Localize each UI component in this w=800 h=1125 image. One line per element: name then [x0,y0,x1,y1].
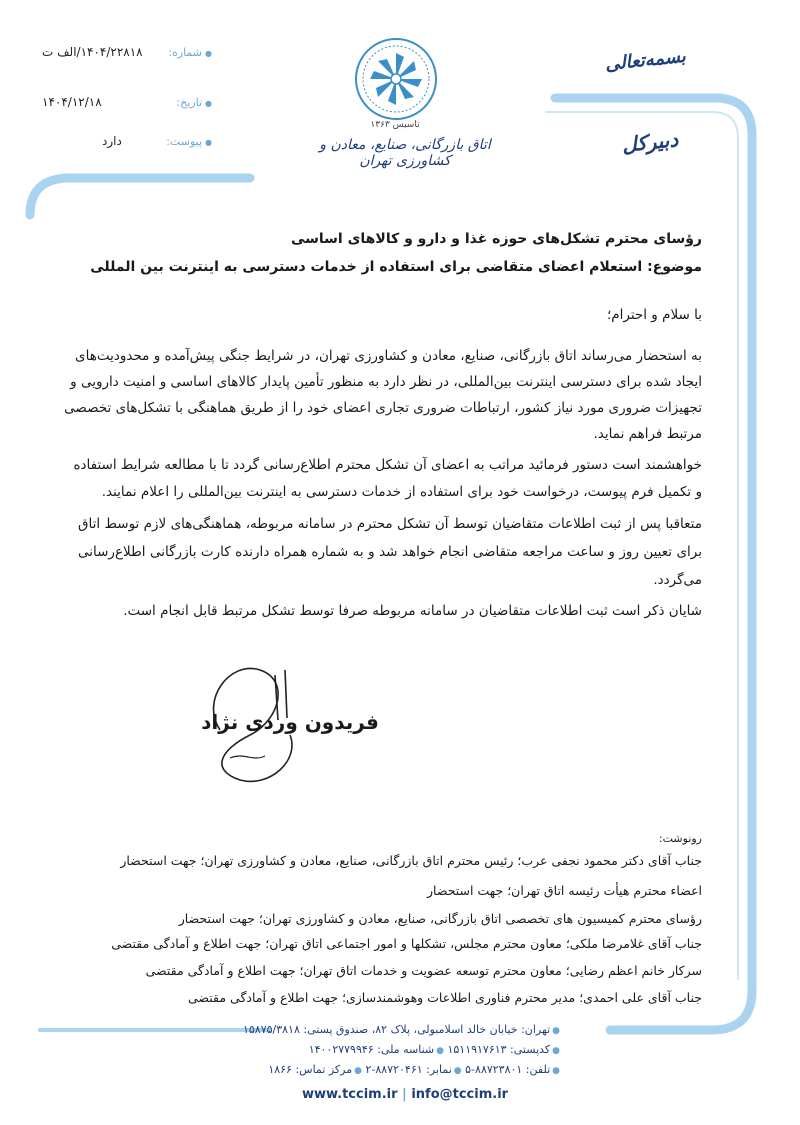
number-label: شماره: [168,46,203,59]
body-line: مرتبط فراهم نماید. [593,426,702,442]
bullet-icon: ● [552,1066,560,1076]
secretary-general-calligraphy: دبیرکل [620,127,680,157]
founded-year: تاسیس ۱۳۶۳ [370,120,420,130]
cc-line: سرکار خانم اعظم رضایی؛ معاون محترم توسعه عضویت و خدمات اتاق تهران؛ جهت اطلاع و آمادگی مقتضی [145,963,702,978]
bullet-icon: ● [205,138,212,147]
cc-line: جناب آقای غلامرضا ملکی؛ معاون محترم مجلس، تشکلها و امور اجتماعی اتاق تهران؛ جهت اطلاع و آمادگی مقتضی [111,936,702,951]
body-line: خواهشمند است دستور فرمائید مراتب به اعضای آن تشکل محترم اطلاع‌رسانی گردد تا با مطالعه شرایط استفاده [73,457,702,473]
bullet-icon: ● [205,99,212,108]
website-link[interactable]: www.tccim.ir [301,1087,398,1102]
cc-heading: رونوشت: [658,832,702,845]
date-row [42,95,212,115]
body-line: تجهیزات ضروری مورد نیاز کشور، ارتباطات ضروری تجاری اعضای خود را از طریق هماهنگی با تشکل‌های تخصصی [64,400,702,416]
subject-line: موضوع: استعلام اعضای متقاضی برای استفاده از خدمات دسترسی به اینترنت بین المللی [90,259,702,275]
cc-line: رؤسای محترم کمیسیون های تخصصی اتاق بازرگانی، صنایع، معادن و کشاورزی تهران؛ جهت استحضار [178,911,702,926]
chamber-logo [352,35,440,123]
bullet-icon: ● [552,1046,560,1056]
signer-name: فریدون وردی نژاد [201,710,379,734]
contact-center: مرکز تماس: ۱۸۶۶ [268,1063,353,1076]
footer-web [300,1087,510,1102]
footer-phones [268,1063,560,1076]
organization-name: اتاق بازرگانی، صنایع، معادن و کشاورزی تهران [319,137,491,169]
body-line: برای تعیین روز و ساعت مراجعه متقاضی انجام خواهد شد و به شماره همراه دارنده کارت بازرگانی اطلاع‌رسانی [78,544,702,560]
body-line: شایان ذکر است ثبت اطلاعات متقاضیان در سامانه مربوطه صرفا توسط تشکل مرتبط قابل انجام است. [123,603,702,619]
postal-code: کدپستی: ۱۵۱۱۹۱۷۶۱۳ [447,1043,551,1056]
body-line: و تکمیل فرم پیوست، درخواست خود برای استفاده از خدمات دسترسی به اینترنت بین‌المللی را اعلام نمایند. [101,484,702,500]
bullet-icon: ● [453,1066,462,1076]
bismillah-calligraphy: بسمه‌تعالی [604,45,687,76]
attachment-value: دارد [102,134,122,148]
body-line: ایجاد شده برای دسترسی اینترنت بین‌المللی، در نظر دارد به منظور تأمین پایدار کالاهای اساسی و امنیت دارویی و [70,374,702,390]
number-value: ۱۴۰۴/۲۲۸۱۸/الف ت [42,45,143,59]
body-line: به استحضار می‌رساند اتاق بازرگانی، صنایع، معادن و کشاورزی تهران، در شرایط جنگی پیش‌آمده و محدودیت‌های [75,348,702,364]
attachment-label: پیوست: [166,135,203,148]
email-link[interactable]: info@tccim.ir [411,1087,509,1102]
bullet-icon: ● [436,1046,444,1056]
national-id: شناسه ملی: ۱۴۰۰۲۷۷۹۹۴۶ [308,1043,435,1056]
cc-line: جناب آقای علی احمدی؛ مدیر محترم فناوری اطلاعات وهوشمندسازی؛ جهت اطلاع و آمادگی مقتضی [188,990,702,1005]
bullet-icon: ● [552,1026,560,1036]
cc-line: اعضاء محترم هیأت رئیسه اتاق تهران؛ جهت استحضار [427,883,702,898]
fax: نمابر: ۸۸۷۲۰۴۶۱-۲ [365,1063,452,1076]
number-row [42,45,212,65]
footer-ids [309,1043,560,1056]
date-value: ۱۴۰۴/۱۲/۱۸ [42,95,102,109]
attachment-row [42,134,212,154]
separator-icon: | [402,1087,407,1102]
cc-line: جناب آقای دکتر محمود نجفی عرب؛ رئیس محترم اتاق بازرگانی، صنایع، معادن و کشاورزی تهران؛ جهت استحضار [120,853,702,868]
recipient-line: رؤسای محترم تشکل‌های حوزه غذا و دارو و کالاهای اساسی [290,231,702,247]
body-line: می‌گردد. [653,572,702,588]
greeting: با سلام و احترام؛ [606,307,702,323]
date-label: تاریخ: [176,96,203,109]
body-line: متعاقبا پس از ثبت اطلاعات متقاضیان توسط آن تشکل محترم در سامانه مربوطه، هماهنگی‌های لازم توسط اتاق [78,516,702,532]
bullet-icon: ● [205,49,212,58]
bullet-icon: ● [354,1066,362,1076]
footer-address: ●تهران: خیابان خالد اسلامبولی، پلاک ۸۲، صندوق پستی: ۱۵۸۷۵/۳۸۱۸ [242,1023,560,1036]
tel: تلفن: ۸۸۷۲۳۸۰۱-۵ [465,1063,551,1076]
